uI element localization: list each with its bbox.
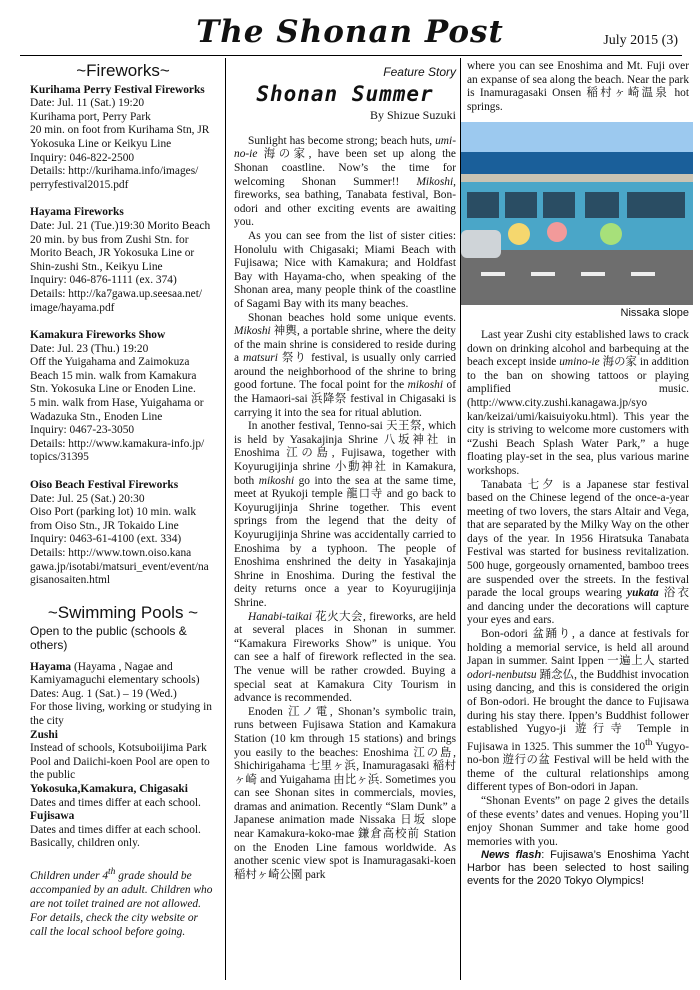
story-paragraph: As you can see from the list of sister cities: Honolulu with Chigasaki; Miami Beach with Fujisawa; Nice with Kamakura; and Holdfast Bay with Hayama-cho, when speaking of the Shonan area, many people think of the coastline of Sagami Bay with its many beaches. <box>234 229 456 310</box>
photo-caption: Nissaka slope <box>620 307 689 320</box>
train-mascot-art <box>508 223 530 245</box>
pool-dates: Dates: Aug. 1 (Sat.) – 19 (Wed.) <box>30 687 177 700</box>
train-window <box>505 192 537 218</box>
train-window <box>627 192 685 218</box>
feature-label: Feature Story <box>383 65 456 79</box>
event-detail: Details: http://ka7gawa.up.seesaa.net/ image/hayama.pdf <box>30 287 203 314</box>
story-paragraph: Bon-odori 盆踊り, a dance at festivals for holding a memorial service, is held all around Japan in summer. Saint Ippen 一遍上人 started odori-nenbutsu 踊念仏, the Buddhist invocation using dancing, and this is considered the origin of Bon-odori. He brought the dance to Fujisawa during his stay there. Ippen’s Buddhist follower established Yugyo-ji 遊行寺 Temple in Fujisawa in 1325. This summer the 10th Yugyo-no-bon 遊行の盆 Festival will be held with the theme of the cultural relationships among different types of Bon-odori in Japan. <box>467 628 689 794</box>
fireworks-heading: ~Fireworks~ <box>76 61 170 80</box>
event-detail: Inquiry: 0463-61-4100 (ext. 334) <box>30 533 182 546</box>
train-window <box>543 192 575 218</box>
fireworks-event <box>30 329 216 465</box>
event-detail: Inquiry: 046-876-1111 (ex. 374) <box>30 274 177 287</box>
fireworks-event <box>30 479 216 588</box>
nissaka-slope-photo <box>461 122 693 305</box>
pool-name: Yokosuka,Kamakura, Chigasaki <box>30 782 188 795</box>
pool-name: Fujisawa <box>30 810 75 823</box>
pool-info: Dates and times differ at each school. Basically, children only. <box>30 823 201 850</box>
fireworks-event <box>30 206 216 315</box>
story-paragraph: In another festival, Tenno-sai 天王祭, which is held by Yasakajinja Shrine 八坂神社 in Enoshima 江の島, Fujisawa, together with Koyurugijinja shrine 小動神社 in Kamakura, both mikoshi go into the sea at the same time, meet at Ryukoji temple 龍口寺 and go back to Koyurugijinja Shrine together. This event springs from the legend that the deity of Koyurugijinja Shrine was accidentally carried to Enoshima by a typhoon. The people of Enoshima enshrined the deity in Yasakajinja Shrine in Enoshima. During the festival the deity returns once a year to Koyurugijinja Shrine. <box>234 420 456 609</box>
event-name: Hayama Fireworks <box>30 206 124 219</box>
pool-list <box>30 661 216 851</box>
event-detail: 20 min. by bus from Zushi Stn. for Morito Beach, JR Yokosuka Line or Shin-zushi Stn., Keikyu Line <box>30 233 195 273</box>
train-mascot-art <box>600 223 622 245</box>
story-paragraph: Hanabi-taikai 花火大会, fireworks, are held at several places in Shonan in summer. “Kamakura Fireworks Show” is unique. You can see a half of firework reflected in the sea. The venue will be rather crowded. Buying a special seat at Kamakura City Tourism in advance is recommended. <box>234 610 456 705</box>
road <box>461 250 693 305</box>
pool-name: Zushi <box>30 728 58 741</box>
train-window <box>585 192 619 218</box>
newspaper-title: The Shonan Post <box>196 14 504 50</box>
masthead <box>0 0 700 58</box>
feature-continued-column <box>467 60 689 888</box>
pools-heading: ~Swimming Pools ~ <box>47 602 199 622</box>
train-mascot-art <box>547 222 567 242</box>
pool-info: Instead of schools, Kotsuboiijima Park Pool and Daiichi-koen Pool are open to the public <box>30 742 210 782</box>
event-name: Oiso Beach Festival Fireworks <box>30 479 179 492</box>
story-paragraph: Shonan beaches hold some unique events. Mikoshi 神輿, a portable shrine, where the deity of the main shrine is considered to reside during a matsuri 祭り festival, is usually only carried around the neighborhood of the shrine to bring good fortune. The focal point for the mikoshi of the Hamaori-sai 浜降祭 festival in Chigasaki is carrying it into the sea for ritual ablution. <box>234 311 456 419</box>
masthead-rule <box>20 55 682 56</box>
pools-subheading: Open to the public (schools & others) <box>30 624 187 652</box>
train-window <box>467 192 499 218</box>
event-name: Kamakura Fireworks Show <box>30 329 166 342</box>
event-detail: 5 min. walk from Hase, Yuigahama or Wadazuka Stn., Enoden Line <box>30 397 204 423</box>
event-detail: Date: Jul. 11 (Sat.) 19:20 <box>30 97 145 110</box>
pool-hayama: Hayama (Hayama , Nagae and Kamiyamaguchi elementary schools) <box>30 660 200 687</box>
event-detail: Date: Jul. 25 (Sat.) 20:30 <box>30 492 145 505</box>
story-paragraph: “Shonan Events” on page 2 gives the details of these events’ dates and venues. Hoping you’ll enjoy Shonan Summer and take home good memories with you. <box>467 794 689 848</box>
byline: By Shizue Suzuki <box>370 108 456 123</box>
pool-info: Dates and times differ at each school. <box>30 796 201 809</box>
event-detail: Date: Jul. 23 (Thu.) 19:20 <box>30 342 149 355</box>
event-detail: Oiso Port (parking lot) 10 min. walk from Oiso Stn., JR Tokaido Line <box>30 506 197 532</box>
car <box>461 230 501 258</box>
news-flash: News flash: Fujisawa’s Enoshima Yacht Harbor has been selected to host sailing events for the 2020 Tokyo Olympics! <box>467 849 689 888</box>
event-detail: Details: http://kurihama.info/images/ perryfestival2015.pdf <box>30 165 199 191</box>
story-paragraph: Tanabata 七夕 is a Japanese star festival based on the Chinese legend of the once-a-year meeting of two lovers, the stars Altair and Vega, that are separated by the Milky Way on the other days of the year. In 1956 Hiratsuka Tanabata Festival was started for business revitalization. 500 huge, gorgeously ornamented, bamboo trees are suspended over the streets. In the festival parade the local groups wearing yukata 浴衣 and dancing under the decorations will capture your eyes and ears. <box>467 478 689 627</box>
events-column <box>30 60 216 939</box>
event-detail: Off the Yuigahama and Zaimokuza Beach 15 min. walk from Kamakura Stn. Yokosuka Line or Enoden Line. <box>30 356 197 396</box>
story-title: Shonan Summer <box>256 81 434 106</box>
story-paragraph: Last year Zushi city established laws to crack down on drinking alcohol and barbequing at the beach except inside umino-ie 海の家 in addition to the ban on showing tattoos or playing amplified music. (http://www.city.zushi.kanagawa.jp/syo kan/keizai/umi/kaisuiyoku.html). This year the city is striving to welcome more customers with “Zushi Beach Splash Water Park,” a huge floating play-set in the sea, plus various marine workshops. <box>467 328 689 477</box>
event-detail: 20 min. on foot from Kurihama Stn, JR Yokosuka Line or Keikyu Line <box>30 124 210 150</box>
event-detail: Details: http://www.kamakura-info.jp/ topics/31395 <box>30 437 205 464</box>
event-detail: Inquiry: 0467-23-3050 <box>30 424 135 437</box>
event-detail: Details: http://www.town.oiso.kana gawa.jp/isotabi/matsuri_event/event/na gisanosaiten.html <box>30 547 209 587</box>
column-divider <box>225 58 226 980</box>
event-name: Kurihama Perry Festival Fireworks <box>30 83 205 96</box>
pool-name: Hayama <box>30 660 72 673</box>
event-detail: Inquiry: 046-822-2500 <box>30 151 135 164</box>
event-detail: Kurihama port, Perry Park <box>30 110 151 123</box>
feature-column <box>234 60 456 882</box>
story-paragraph: where you can see Enoshima and Mt. Fuji over an expanse of sea along the beach. Near the park is Inamuragasaki Onsen 稲村ヶ崎温泉 hot springs. <box>467 60 690 113</box>
fireworks-event <box>30 84 216 193</box>
pool-eligibility: For those living, working or studying in the city <box>30 701 212 727</box>
event-detail: Date: Jul. 21 (Tue.)19:30 Morito Beach <box>30 219 211 232</box>
story-paragraph: Sunlight has become strong; beach huts, umi-no-ie 海の家, have been set up along the Shonan coastline. Now’s the time for welcoming Shonan Summer!! Mikoshi, fireworks, sea bathing, Tanabata festival, Bon-odori and other exciting events are awaiting you. <box>234 134 456 229</box>
fireworks-list <box>30 84 216 588</box>
pool-note: Children under 4th grade should be accompanied by an adult. Children who are not toilet trained are not allowed. For details, check the city website or call the local school before going. <box>30 866 213 938</box>
story-paragraph: Enoden 江ノ電, Shonan’s symbolic train, runs between Fujisawa Station and Kamakura Station (10 km through 15 stations) and brings you easily to the beaches: Enoshima 江の島, Shichirigahama 七里ヶ浜, Inamuragasaki 稲村ヶ崎 and Yuigahama 由比ヶ浜. Sometimes you can see Shonan sites in commercials, movies, dramas and animation. Recently “Slam Dunk” a Japanese animation made Nissaka 日坂 slope near Kamakura-koko-mae 鎌倉高校前 Station on the Enoden Line famous worldwide. As another scenic view spot is Inamuragasaki-koen 稲村ヶ崎公園 park <box>234 705 456 881</box>
issue-date: July 2015 (3) <box>603 33 678 48</box>
